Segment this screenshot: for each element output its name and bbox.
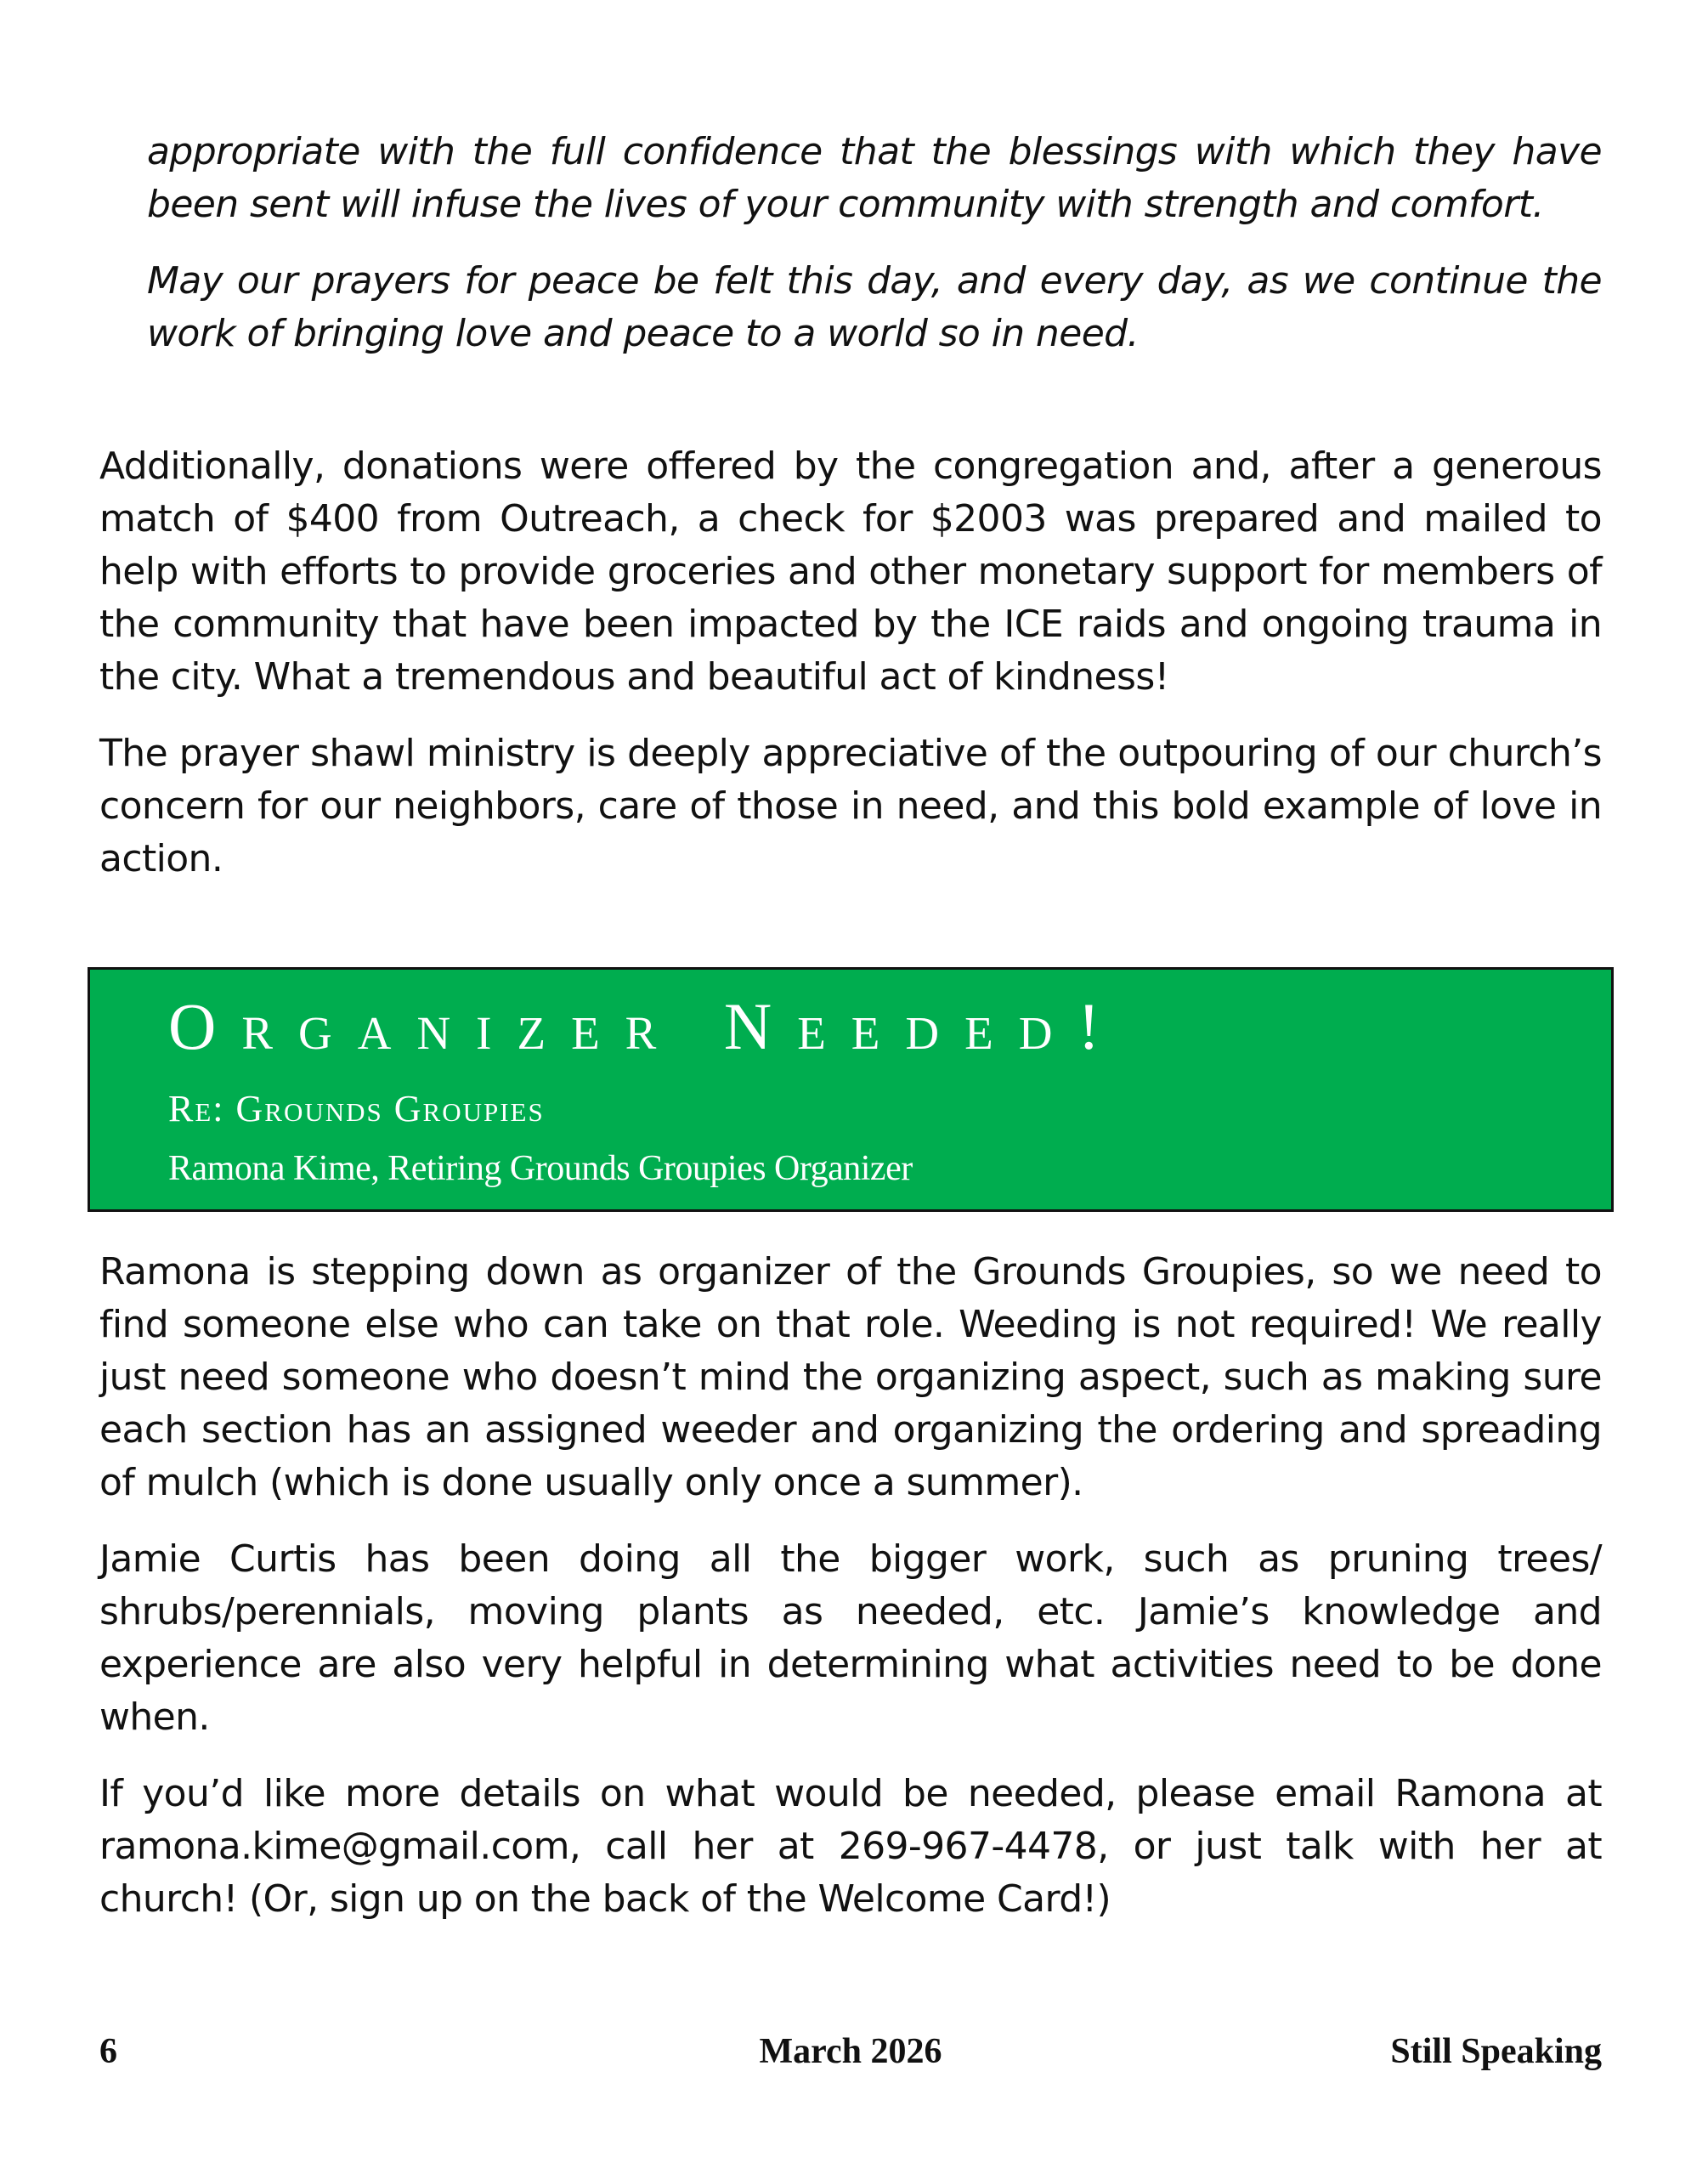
organizer-needed-banner xyxy=(88,967,1614,1212)
prayer-quote xyxy=(147,126,1602,360)
article-paragraph: Jamie Curtis has been doing all the bigger work, such as pruning trees/ shrubs/perennials, moving plants as needed, etc. Jamie’s knowledge and experience are also very helpful in determining what activities need to be done when. xyxy=(99,1537,1602,1739)
article-paragraph: Additionally, donations were offered by the congregation and, after a generous match of $400 from Outreach, a check for $2003 was prepared and mailed to help with efforts to provide groceries and other monetary support for members of the community that have been impacted by the ICE raids and ongoing trauma in the city. What a tremendous and beautiful act of kindness! xyxy=(99,444,1602,699)
article-paragraph: The prayer shawl ministry is deeply appreciative of the outpouring of our church’s concern for our neighbors, care of those in need, and this bold example of love in action. xyxy=(99,732,1602,880)
page-footer xyxy=(99,2031,1602,2082)
quote-paragraph: May our prayers for peace be felt this day, and every day, as we continue the work of bringing love and peace to a world so in need. xyxy=(147,259,1602,355)
banner-title: Organizer Needed! xyxy=(168,989,1126,1063)
grounds-groupies-article xyxy=(99,1246,1602,1926)
quote-paragraph: appropriate with the full confidence that the blessings with which they have been sent will infuse the lives of your community with strength and comfort. xyxy=(147,130,1602,226)
contact-paragraph: If you’d like more details on what would be needed, please email Ramona at ramona.kime@gmail.com, call her at 269-967-4478, or just talk with her at church! (Or, sign up on the back of the Welcome Card!) xyxy=(99,1772,1602,1921)
page-number: 6 xyxy=(99,2032,117,2071)
banner-byline: Ramona Kime, Retiring Grounds Groupies Organizer xyxy=(168,1149,913,1188)
banner-subtitle: Re: Grounds Groupies xyxy=(168,1088,545,1129)
publication-title: Still Speaking xyxy=(1390,2032,1602,2071)
donations-article xyxy=(99,440,1602,886)
article-paragraph: Ramona is stepping down as organizer of the Grounds Groupies, so we need to find someone else who can take on that role. Weeding is not required! We really just need someone who doesn’t mind the organizing aspect, such as making sure each section has an assigned weeder and organizing the ordering and spreading of mulch (which is done usually only once a summer). xyxy=(99,1250,1602,1504)
issue-date: March 2026 xyxy=(759,2032,942,2071)
